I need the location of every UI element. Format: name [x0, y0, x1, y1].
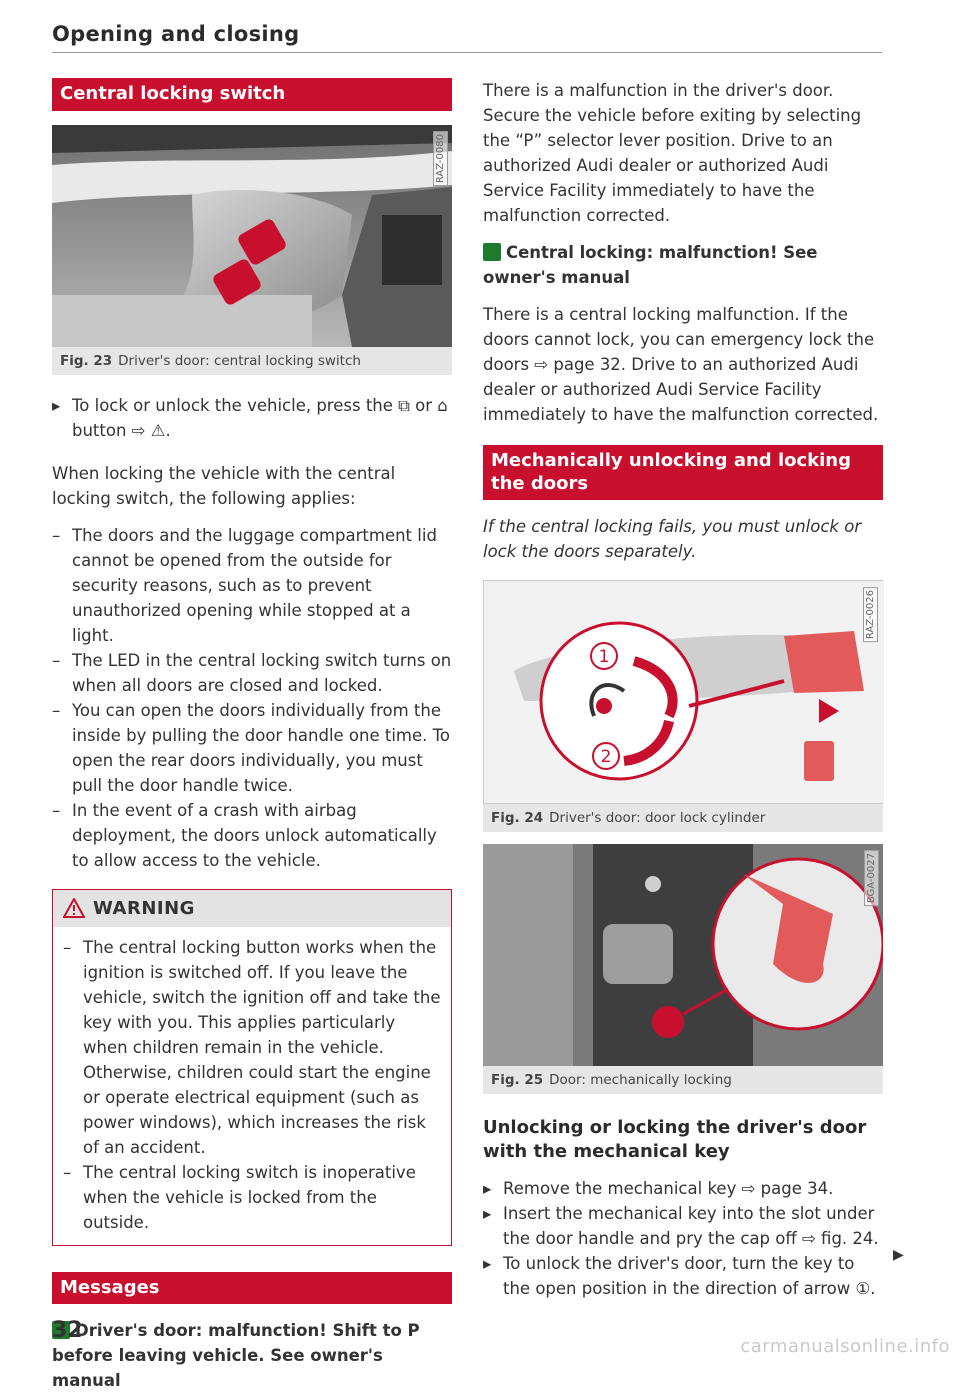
warning-header — [53, 890, 451, 927]
left-column — [52, 78, 452, 1393]
warning-title: WARNING — [93, 897, 195, 919]
section-title-mechanical: Mechanically unlocking and locking the doors — [483, 445, 883, 500]
list-item: – In the event of a crash with airbag deployment, the doors unlock automatically to allow access to the vehicle. — [52, 798, 452, 873]
warning-triangle-icon — [63, 898, 85, 918]
figure-23-text: Driver's door: central locking switch — [118, 352, 361, 369]
figure-24-text: Driver's door: door lock cylinder — [549, 810, 766, 826]
watermark: carmanualsonline.info — [740, 1336, 950, 1357]
figure-25 — [483, 844, 883, 1066]
figure-24 — [483, 580, 883, 804]
figure-23-caption — [52, 347, 452, 375]
page-header-title: Opening and closing — [52, 22, 300, 46]
central-locking-switch-illustration — [52, 125, 452, 347]
marker-2: 2 — [600, 747, 612, 767]
message-driver-door-text: Driver's door: malfunction! Shift to P before leaving vehicle. See owner's manual — [52, 1321, 420, 1390]
list-item: – You can open the doors individually from the inside by pulling the door handle one time. To open the rear doors individually, you must pull the door handle twice. — [52, 698, 452, 798]
list-item: – The central locking switch is inoperative when the vehicle is locked from the outside. — [63, 1160, 441, 1235]
right-column — [483, 78, 883, 1301]
subheading-mechanical-key: Unlocking or locking the driver's door with the mechanical key — [483, 1117, 867, 1162]
figure-24-number: Fig. 24 — [491, 810, 544, 826]
figure-25-text: Door: mechanically locking — [549, 1072, 732, 1088]
door-message-icon — [483, 243, 501, 261]
warning-box — [52, 889, 452, 1246]
step-item: ▸ Insert the mechanical key into the slot under the door handle and pry the cap off ⇨ fig. 24. — [483, 1201, 883, 1251]
figure-25-number: Fig. 25 — [491, 1072, 544, 1088]
figure-24-caption — [483, 804, 883, 832]
message-driver-door — [52, 1318, 452, 1393]
intro-italic: If the central locking fails, you must unlock or lock the doors separately. — [483, 517, 862, 561]
list-item: – The central locking button works when the ignition is switched off. If you leave the vehicle, switch the ignition off and take the key with you. This applies particularly when children remain in the vehicle. Otherwise, children could start the engine or operate electrical equipment (such as power windows), which increases the risk of an accident. — [63, 935, 441, 1160]
figure-23 — [52, 125, 452, 347]
step-item: ▸ Remove the mechanical key ⇨ page 34. — [483, 1176, 883, 1201]
figure-25-caption — [483, 1066, 883, 1094]
figure-23-number: Fig. 23 — [60, 352, 113, 369]
locking-conditions-list — [52, 523, 452, 873]
page-header — [52, 22, 882, 53]
section-title-central-locking: Central locking switch — [52, 78, 452, 111]
steps-list — [483, 1176, 883, 1301]
page-number: 32 — [52, 1318, 83, 1343]
marker-1: 1 — [598, 647, 610, 667]
figure-24-id: RAZ-0026 — [863, 587, 878, 642]
figure-25-id: BGA-0027 — [864, 850, 879, 906]
paragraph-locking-applies: When locking the vehicle with the central locking switch, the following applies: — [52, 463, 396, 508]
step-item: ▸ To unlock the driver's door, turn the key to the open position in the direction of arrow ①. — [483, 1251, 883, 1301]
door-lock-cylinder-illustration — [484, 581, 884, 803]
message-central-locking-text: Central locking: malfunction! See owner's manual — [483, 243, 818, 287]
list-item: – The LED in the central locking switch turns on when all doors are closed and locked. — [52, 648, 452, 698]
door-mechanical-lock-illustration — [483, 844, 883, 1066]
figure-23-id: RAZ-0080 — [433, 131, 448, 186]
instruction-lock-unlock: ▸ To lock or unlock the vehicle, press the ⧉ or ⌂ button ⇨ ⚠. — [52, 393, 452, 443]
message-central-locking — [483, 240, 883, 290]
paragraph-driver-door-malfunction: There is a malfunction in the driver's door. Secure the vehicle before exiting by selecting the “P” selector lever position. Drive to an authorized Audi dealer or authorized Audi Service Facility immediately to have the malfunction corrected. — [483, 81, 862, 225]
section-title-messages: Messages — [52, 1272, 452, 1305]
list-item: – The doors and the luggage compartment lid cannot be opened from the outside for security reasons, such as to prevent unauthorized opening while stopped at a light. — [52, 523, 452, 648]
continue-arrow-icon: ▶ — [893, 1247, 904, 1263]
paragraph-central-locking-malfunction: There is a central locking malfunction. If the doors cannot lock, you can emergency lock the doors ⇨ page 32. Drive to an authorized Audi dealer or authorized Audi Service Facility immediately to have the malfunction corrected. — [483, 305, 879, 424]
warning-body — [53, 927, 451, 1245]
warning-list — [63, 935, 441, 1235]
